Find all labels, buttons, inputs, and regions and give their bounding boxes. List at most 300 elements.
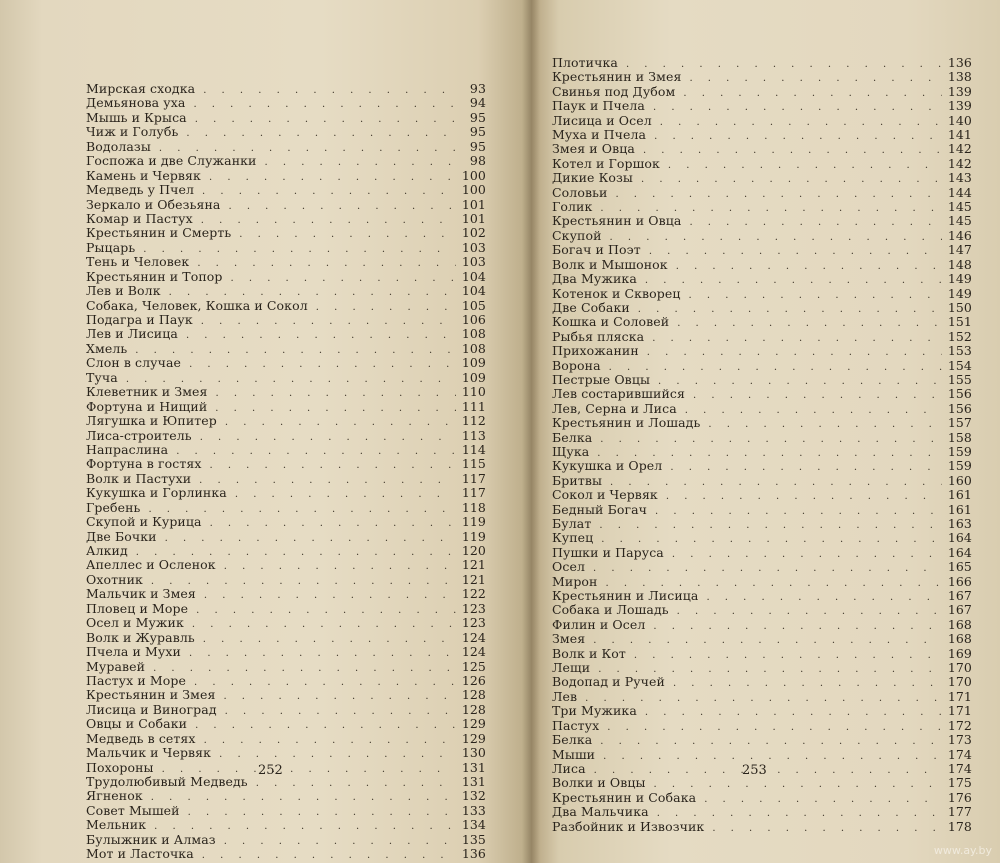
- toc-entry-page: 161: [947, 487, 972, 503]
- toc-entry-title: Комар и Пастух: [86, 210, 193, 226]
- toc-entry: [552, 791, 972, 805]
- toc-entry-title: Рыцарь: [86, 239, 136, 255]
- toc-dot-leader: [677, 605, 942, 619]
- toc-dot-leader: [683, 87, 941, 101]
- toc-entry-title: Мельник: [86, 817, 147, 833]
- toc-entry-page: 156: [947, 400, 972, 416]
- toc-entry-page: 159: [947, 458, 972, 474]
- toc-entry-page: 119: [461, 528, 486, 544]
- toc-entry: [552, 560, 972, 574]
- toc-dot-leader: [594, 764, 942, 778]
- toc-entry-title: Туча: [86, 369, 118, 385]
- toc-entry: [552, 488, 972, 502]
- toc-entry-title: Подагра и Паук: [86, 312, 193, 327]
- toc-entry-title: Бритвы: [552, 472, 603, 488]
- toc-entry: [552, 575, 972, 589]
- toc-entry-title: Щука: [552, 443, 590, 459]
- toc-dot-leader: [230, 272, 455, 286]
- toc-dot-leader: [649, 245, 942, 259]
- toc-entry-title: Мышь и Крыса: [86, 109, 187, 125]
- toc-dot-leader: [216, 387, 456, 401]
- toc-entry-title: Купец: [552, 530, 594, 546]
- toc-dot-leader: [209, 459, 455, 473]
- toc-entry-page: 101: [461, 196, 486, 212]
- toc-entry-page: 168: [947, 631, 972, 647]
- toc-dot-leader: [189, 647, 456, 661]
- toc-dot-leader: [676, 260, 942, 274]
- toc-entry-page: 160: [947, 472, 972, 488]
- toc-entry: [552, 171, 972, 185]
- toc-entry-title: Хмель: [86, 340, 128, 356]
- toc-entry-page: 171: [947, 703, 972, 719]
- toc-dot-leader: [654, 778, 942, 792]
- toc-entry-title: Демьянова уха: [86, 95, 186, 111]
- toc-entry-page: 128: [461, 701, 486, 717]
- toc-entry: [552, 142, 972, 156]
- toc-entry-title: Совет Мышей: [86, 802, 180, 818]
- toc-entry-page: 105: [461, 297, 486, 313]
- toc-dot-leader: [186, 329, 456, 343]
- toc-entry-page: 134: [461, 817, 486, 833]
- toc-dot-leader: [689, 289, 942, 303]
- toc-entry: [552, 675, 972, 689]
- toc-dot-leader: [200, 431, 456, 445]
- toc-dot-leader: [593, 634, 942, 648]
- toc-dot-leader: [641, 173, 942, 187]
- toc-entry-title: Водопад и Ручей: [552, 674, 665, 690]
- toc-dot-leader: [704, 793, 942, 807]
- toc-entry: [86, 717, 486, 731]
- toc-entry-page: 113: [461, 427, 486, 443]
- toc-entry: [552, 416, 972, 430]
- toc-entry: [552, 186, 972, 200]
- toc-entry-page: 147: [947, 242, 972, 258]
- toc-entry-page: 173: [947, 732, 972, 748]
- toc-entry-page: 157: [947, 415, 972, 431]
- toc-entry-title: Пушки и Паруса: [552, 544, 664, 560]
- toc-entry-title: Сокол и Червяк: [552, 487, 658, 503]
- toc-dot-leader: [209, 171, 456, 185]
- toc-entry-title: Зеркало и Обезьяна: [86, 196, 221, 212]
- toc-entry: [552, 546, 972, 560]
- toc-entry: [552, 733, 972, 747]
- toc-entry-page: 139: [947, 83, 972, 99]
- toc-dot-leader: [225, 416, 456, 430]
- toc-entry: [86, 602, 486, 616]
- toc-entry: [86, 804, 486, 818]
- toc-entry: [86, 255, 486, 269]
- toc-entry-title: Белка: [552, 732, 593, 748]
- toc-entry-page: 95: [469, 109, 486, 125]
- toc-entry-page: 95: [469, 138, 486, 154]
- toc-entry: [552, 330, 972, 344]
- toc-dot-leader: [609, 361, 942, 375]
- toc-entry-title: Змея и Овца: [552, 141, 635, 157]
- toc-dot-leader: [670, 461, 941, 475]
- toc-entry-page: 140: [947, 112, 972, 128]
- toc-entry: [86, 356, 486, 370]
- toc-entry: [86, 96, 486, 110]
- toc-entry-title: Булат: [552, 516, 592, 531]
- toc-entry-page: 171: [947, 688, 972, 704]
- toc-entry-title: Плотичка: [552, 55, 618, 70]
- toc-entry-title: Лев и Лисица: [86, 326, 178, 342]
- toc-entry-page: 170: [947, 660, 972, 676]
- toc-entry: [86, 327, 486, 341]
- toc-entry: [552, 243, 972, 257]
- toc-entry-page: 174: [947, 746, 972, 762]
- toc-entry-title: Волк и Кот: [552, 645, 626, 661]
- toc-entry: [86, 660, 486, 674]
- toc-entry: [86, 169, 486, 183]
- toc-entry-title: Две Бочки: [86, 528, 157, 544]
- toc-dot-leader: [654, 130, 942, 144]
- toc-dot-leader: [652, 332, 942, 346]
- toc-dot-leader: [195, 113, 460, 127]
- toc-dot-leader: [194, 676, 456, 690]
- toc-entry-title: Ворона: [552, 357, 601, 373]
- toc-entry-page: 108: [461, 326, 486, 342]
- toc-entry-page: 120: [461, 543, 486, 558]
- toc-entry-page: 169: [947, 645, 972, 661]
- toc-entry-title: Крестьянин и Топор: [86, 268, 223, 284]
- toc-dot-leader: [610, 231, 942, 245]
- right-page-number: 253: [742, 763, 767, 778]
- toc-entry-title: Ягненок: [86, 788, 143, 804]
- toc-entry-page: 164: [947, 544, 972, 560]
- toc-entry-page: 159: [947, 443, 972, 459]
- toc-entry: [552, 517, 972, 531]
- toc-entry-title: Мирон: [552, 573, 598, 589]
- toc-entry: [86, 645, 486, 659]
- toc-entry-title: Пловец и Море: [86, 600, 189, 616]
- toc-dot-leader: [201, 315, 456, 329]
- toc-entry-page: 136: [947, 55, 972, 70]
- toc-entry-title: Алкид: [86, 543, 128, 558]
- toc-entry: [86, 732, 486, 746]
- toc-entry: [552, 503, 972, 517]
- toc-entry-page: 104: [461, 283, 486, 299]
- toc-entry-page: 148: [947, 256, 972, 272]
- toc-dot-leader: [204, 589, 456, 603]
- toc-dot-leader: [176, 445, 456, 459]
- toc-entry-page: 132: [461, 788, 486, 804]
- toc-entry-page: 168: [947, 616, 972, 632]
- toc-entry-title: Мальчик и Змея: [86, 586, 196, 602]
- toc-entry: [86, 530, 486, 544]
- toc-dot-leader: [225, 705, 456, 719]
- toc-entry-page: 136: [461, 846, 486, 862]
- toc-entry-title: Осел: [552, 559, 585, 575]
- toc-entry: [552, 85, 972, 99]
- toc-dot-leader: [203, 84, 460, 98]
- toc-entry-title: Три Мужика: [552, 703, 637, 719]
- toc-entry: [86, 544, 486, 558]
- toc-dot-leader: [188, 806, 456, 820]
- toc-entry: [86, 371, 486, 385]
- toc-dot-leader: [610, 476, 942, 490]
- toc-entry-page: 155: [947, 371, 972, 387]
- toc-dot-leader: [673, 677, 942, 691]
- toc-entry: [86, 198, 486, 212]
- toc-entry-title: Охотник: [86, 571, 143, 587]
- toc-entry: [86, 82, 486, 96]
- toc-entry: [86, 457, 486, 471]
- toc-entry-title: Крестьянин и Смерть: [86, 225, 232, 241]
- toc-dot-leader: [239, 228, 456, 242]
- toc-entry-title: Овцы и Собаки: [86, 716, 188, 732]
- toc-dot-leader: [153, 662, 456, 676]
- toc-entry: [552, 315, 972, 329]
- toc-entry-title: Волки и Овцы: [552, 775, 646, 791]
- toc-entry-page: 176: [947, 789, 972, 805]
- toc-entry-title: Осел и Мужик: [86, 615, 184, 631]
- toc-entry-page: 106: [461, 312, 486, 327]
- toc-entry-page: 178: [947, 818, 972, 834]
- toc-entry: [86, 241, 486, 255]
- toc-entry-page: 141: [947, 127, 972, 143]
- toc-entry: [86, 342, 486, 356]
- toc-entry-title: Бедный Богач: [552, 501, 648, 517]
- toc-dot-leader: [202, 849, 456, 863]
- toc-entry-page: 131: [461, 759, 486, 775]
- toc-entry-page: 126: [461, 672, 486, 688]
- toc-entry-page: 142: [947, 141, 972, 157]
- toc-entry: [86, 746, 486, 760]
- toc-entry: [552, 157, 972, 171]
- toc-dot-leader: [219, 748, 456, 762]
- toc-entry-title: Лягушка и Юпитер: [86, 413, 217, 429]
- toc-dot-leader: [192, 618, 456, 632]
- toc-dot-leader: [689, 72, 941, 86]
- toc-entry-page: 110: [461, 384, 486, 400]
- toc-entry-page: 146: [947, 227, 972, 243]
- toc-entry-title: Собака и Лошадь: [552, 602, 669, 618]
- toc-entry-page: 133: [461, 802, 486, 818]
- toc-entry: [552, 805, 972, 819]
- toc-dot-leader: [685, 404, 942, 418]
- toc-entry: [86, 761, 486, 775]
- toc-entry-page: 135: [461, 831, 486, 847]
- toc-entry-page: 138: [947, 69, 972, 85]
- toc-dot-leader: [186, 127, 460, 141]
- toc-entry: [86, 631, 486, 645]
- toc-entry-title: Прихожанин: [552, 343, 639, 359]
- toc-entry-page: 102: [461, 225, 486, 241]
- toc-entry: [86, 212, 486, 226]
- toc-entry-title: Лиса-строитель: [86, 427, 192, 443]
- toc-entry: [552, 704, 972, 718]
- toc-entry-page: 117: [461, 470, 486, 486]
- toc-entry-page: 165: [947, 559, 972, 575]
- toc-entry-title: Котел и Горшок: [552, 155, 660, 171]
- toc-entry: [552, 272, 972, 286]
- toc-entry-page: 149: [947, 285, 972, 301]
- toc-entry-title: Булыжник и Алмаз: [86, 831, 216, 847]
- toc-entry-page: 108: [461, 340, 486, 356]
- toc-entry: [552, 214, 972, 228]
- toc-entry: [86, 400, 486, 414]
- toc-entry-page: 100: [461, 167, 486, 183]
- toc-entry-title: Госпожа и две Служанки: [86, 153, 257, 169]
- toc-entry: [552, 56, 972, 70]
- toc-entry: [552, 776, 972, 790]
- toc-entry-page: 154: [947, 357, 972, 373]
- toc-entry-title: Апеллес и Осленок: [86, 557, 216, 573]
- toc-dot-leader: [689, 216, 941, 230]
- toc-entry-page: 145: [947, 213, 972, 229]
- toc-dot-leader: [666, 490, 942, 504]
- left-page-number: 252: [258, 763, 283, 778]
- toc-entry: [552, 820, 972, 834]
- toc-entry-page: 115: [461, 456, 486, 472]
- toc-entry-page: 161: [947, 501, 972, 517]
- toc-entry-title: Пчела и Мухи: [86, 644, 181, 660]
- toc-entry-page: 95: [469, 124, 486, 140]
- toc-entry-title: Два Мальчика: [552, 804, 649, 820]
- left-toc-list: [86, 82, 486, 862]
- toc-dot-leader: [201, 214, 456, 228]
- toc-entry-title: Фортуна и Нищий: [86, 398, 208, 414]
- toc-entry-title: Паук и Пчела: [552, 98, 645, 114]
- toc-entry: [86, 313, 486, 327]
- toc-dot-leader: [593, 562, 942, 576]
- toc-entry-title: Волк и Журавль: [86, 629, 195, 645]
- toc-entry-page: 145: [947, 199, 972, 215]
- toc-entry-title: Пестрые Овцы: [552, 371, 651, 387]
- toc-dot-leader: [660, 116, 942, 130]
- toc-entry-title: Две Собаки: [552, 299, 630, 315]
- toc-entry-title: Крестьянин и Лошадь: [552, 415, 701, 431]
- toc-entry-title: Муравей: [86, 658, 146, 674]
- toc-dot-leader: [199, 474, 456, 488]
- toc-dot-leader: [256, 777, 456, 791]
- toc-entry: [86, 429, 486, 443]
- toc-dot-leader: [316, 301, 456, 315]
- toc-dot-leader: [264, 156, 460, 170]
- toc-dot-leader: [647, 346, 942, 360]
- toc-entry: [86, 515, 486, 529]
- toc-entry-title: Белка: [552, 429, 593, 445]
- toc-entry-title: Медведь в сетях: [86, 730, 196, 746]
- toc-entry-title: Рыбья пляска: [552, 328, 645, 344]
- toc-entry-page: 109: [461, 355, 486, 371]
- toc-entry-title: Волк и Мышонок: [552, 256, 668, 272]
- toc-dot-leader: [585, 692, 942, 706]
- toc-dot-leader: [603, 750, 942, 764]
- toc-entry-page: 118: [461, 499, 486, 515]
- toc-entry-page: 93: [469, 81, 486, 96]
- toc-entry: [86, 486, 486, 500]
- toc-entry-page: 123: [461, 600, 486, 616]
- toc-entry: [86, 284, 486, 298]
- toc-entry-title: Пастух: [552, 717, 600, 733]
- toc-dot-leader: [634, 649, 942, 663]
- toc-entry: [552, 99, 972, 113]
- toc-entry: [86, 587, 486, 601]
- toc-entry: [86, 789, 486, 803]
- toc-entry: [86, 573, 486, 587]
- toc-entry: [86, 616, 486, 630]
- toc-entry-title: Волк и Пастухи: [86, 470, 192, 486]
- toc-entry-title: Крестьянин и Змея: [86, 687, 216, 703]
- toc-entry: [86, 111, 486, 125]
- toc-entry-page: 167: [947, 588, 972, 604]
- toc-entry-title: Соловьи: [552, 184, 608, 200]
- toc-entry-page: 125: [461, 658, 486, 674]
- toc-entry-page: 103: [461, 239, 486, 255]
- toc-entry-page: 124: [461, 629, 486, 645]
- toc-entry: [552, 114, 972, 128]
- toc-entry: [86, 154, 486, 168]
- toc-entry: [86, 125, 486, 139]
- toc-entry-title: Мирская сходка: [86, 81, 196, 96]
- toc-entry: [552, 459, 972, 473]
- toc-entry-page: 175: [947, 775, 972, 791]
- toc-entry-title: Пастух и Море: [86, 672, 186, 688]
- toc-entry-page: 98: [469, 153, 486, 169]
- toc-entry-title: Водолазы: [86, 138, 151, 154]
- toc-entry-page: 143: [947, 170, 972, 186]
- toc-entry: [552, 373, 972, 387]
- toc-dot-leader: [151, 791, 456, 805]
- toc-entry-page: 104: [461, 268, 486, 284]
- toc-entry: [552, 258, 972, 272]
- toc-entry: [86, 847, 486, 861]
- toc-entry-page: 156: [947, 386, 972, 402]
- toc-dot-leader: [653, 101, 942, 115]
- toc-entry-title: Лев состарившийся: [552, 386, 685, 402]
- toc-dot-leader: [607, 721, 942, 735]
- toc-entry: [86, 775, 486, 789]
- toc-entry: [86, 299, 486, 313]
- toc-dot-leader: [224, 560, 456, 574]
- toc-dot-leader: [645, 274, 942, 288]
- toc-entry-page: 129: [461, 730, 486, 746]
- toc-entry-page: 131: [461, 774, 486, 789]
- toc-entry: [552, 647, 972, 661]
- toc-entry: [552, 200, 972, 214]
- toc-entry-title: Филин и Осел: [552, 616, 646, 632]
- toc-entry-page: 170: [947, 674, 972, 690]
- toc-entry: [552, 301, 972, 315]
- toc-entry-page: 167: [947, 602, 972, 618]
- toc-entry-page: 109: [461, 369, 486, 385]
- toc-entry-title: Мот и Ласточка: [86, 846, 194, 862]
- toc-entry-page: 172: [947, 717, 972, 733]
- toc-entry-page: 122: [461, 586, 486, 602]
- toc-entry-page: 119: [461, 514, 486, 530]
- toc-dot-leader: [143, 243, 456, 257]
- toc-entry: [86, 501, 486, 515]
- toc-dot-leader: [693, 389, 942, 403]
- toc-entry-title: Дикие Козы: [552, 170, 633, 186]
- toc-entry-page: 149: [947, 271, 972, 287]
- toc-dot-leader: [712, 822, 942, 836]
- toc-dot-leader: [658, 375, 942, 389]
- toc-dot-leader: [210, 517, 456, 531]
- toc-entry: [552, 589, 972, 603]
- toc-entry: [552, 431, 972, 445]
- toc-entry-title: Кукушка и Орел: [552, 458, 663, 474]
- toc-entry-title: Лисица и Осел: [552, 112, 652, 128]
- toc-entry-title: Медведь у Пчел: [86, 182, 195, 198]
- toc-dot-leader: [643, 144, 942, 158]
- toc-entry-page: 142: [947, 155, 972, 171]
- toc-entry-page: 130: [461, 745, 486, 761]
- toc-dot-leader: [189, 358, 456, 372]
- toc-entry-title: Лисица и Виноград: [86, 701, 217, 717]
